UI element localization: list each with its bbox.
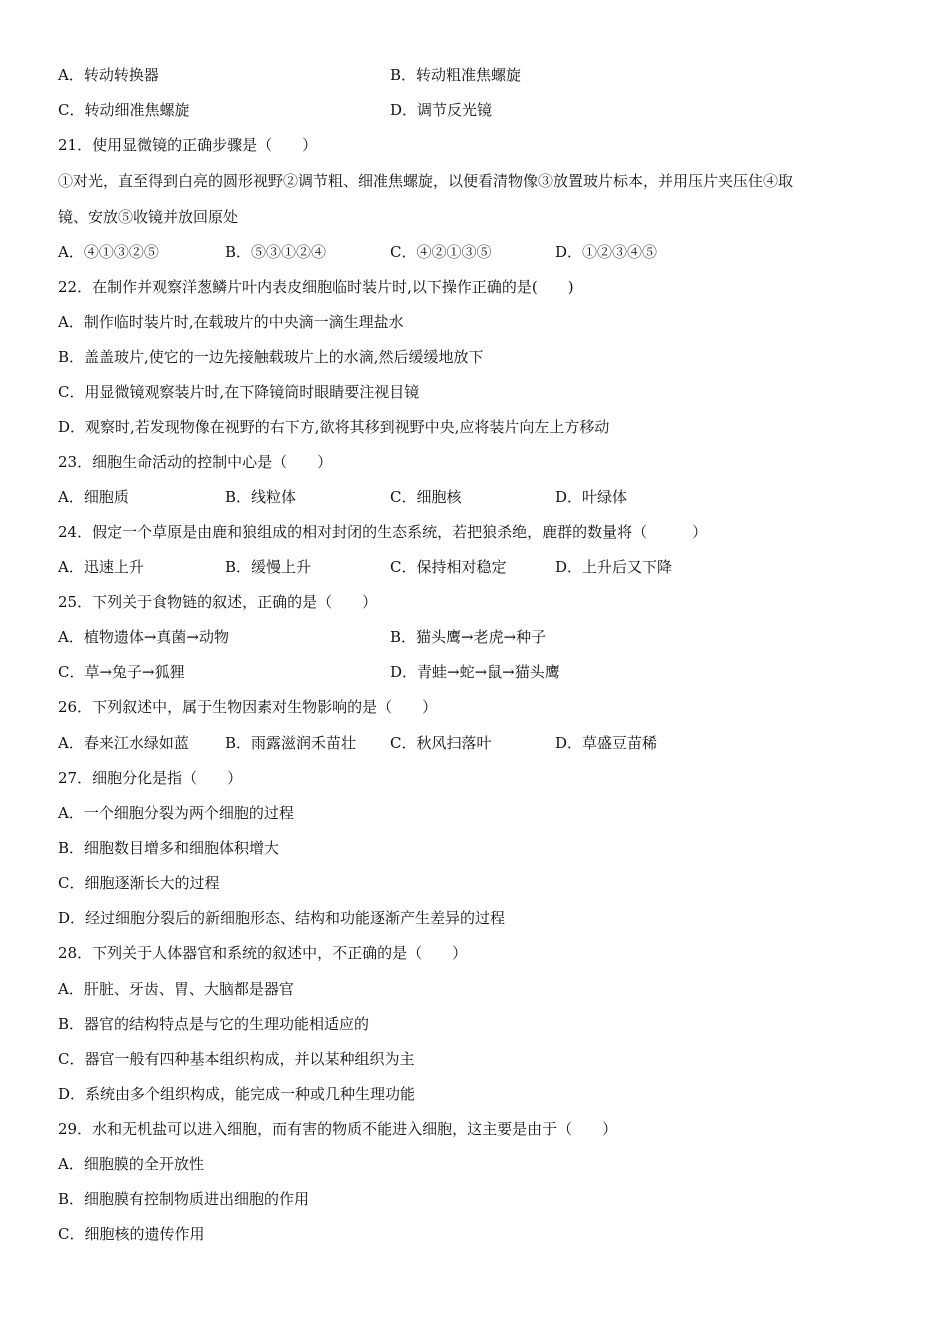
q27-option-a: A．一个细胞分裂为两个细胞的过程 bbox=[58, 804, 294, 822]
q21-option-b: B．⑤③①②④ bbox=[225, 243, 327, 261]
q28-stem: 28．下列关于人体器官和系统的叙述中，不正确的是（ ） bbox=[58, 944, 468, 962]
q24-option-d: D．上升后又下降 bbox=[555, 558, 673, 576]
q20-option-b: B．转动粗准焦螺旋 bbox=[390, 66, 522, 84]
q26-option-a: A．春来江水绿如蓝 bbox=[58, 734, 189, 752]
q23-option-c: C．细胞核 bbox=[390, 488, 462, 506]
q29-option-c: C．细胞核的遗传作用 bbox=[58, 1225, 205, 1243]
q21-option-c: C．④②①③⑤ bbox=[390, 243, 492, 261]
q23-stem: 23．细胞生命活动的控制中心是（ ） bbox=[58, 453, 333, 471]
q25-option-a: A．植物遗体→真菌→动物 bbox=[58, 628, 229, 646]
q26-stem: 26．下列叙述中，属于生物因素对生物影响的是（ ） bbox=[58, 698, 438, 716]
q21-stem: 21．使用显微镜的正确步骤是（ ） bbox=[58, 136, 318, 154]
q20-option-c: C．转动细准焦螺旋 bbox=[58, 101, 190, 119]
q25-stem: 25．下列关于食物链的叙述，正确的是（ ） bbox=[58, 593, 378, 611]
q20-option-a: A．转动转换器 bbox=[58, 66, 159, 84]
q28-option-b: B．器官的结构特点是与它的生理功能相适应的 bbox=[58, 1015, 370, 1033]
q20-option-d: D．调节反光镜 bbox=[390, 101, 493, 119]
q22-option-b: B．盖盖玻片,使它的一边先接触载玻片上的水滴,然后缓缓地放下 bbox=[58, 348, 484, 366]
q25-option-d: D．青蛙→蛇→鼠→猫头鹰 bbox=[390, 663, 560, 681]
q23-option-b: B．线粒体 bbox=[225, 488, 297, 506]
q28-option-d: D．系统由多个组织构成，能完成一种或几种生理功能 bbox=[58, 1085, 416, 1103]
q21-option-d: D．①②③④⑤ bbox=[555, 243, 658, 261]
q22-stem: 22．在制作并观察洋葱鳞片叶内表皮细胞临时装片时,以下操作正确的是( ) bbox=[58, 278, 574, 296]
q29-option-a: A．细胞膜的全开放性 bbox=[58, 1155, 204, 1173]
q26-option-c: C．秋风扫落叶 bbox=[390, 734, 492, 752]
q27-option-d: D．经过细胞分裂后的新细胞形态、结构和功能逐渐产生差异的过程 bbox=[58, 909, 506, 927]
q23-option-a: A．细胞质 bbox=[58, 488, 129, 506]
q27-stem: 27．细胞分化是指（ ） bbox=[58, 769, 243, 787]
q24-option-b: B．缓慢上升 bbox=[225, 558, 312, 576]
q27-option-c: C．细胞逐渐长大的过程 bbox=[58, 874, 220, 892]
q25-option-b: B．猫头鹰→老虎→种子 bbox=[390, 628, 547, 646]
q21-description-line2: 镜、安放⑤收镜并放回原处 bbox=[58, 208, 239, 226]
q29-stem: 29．水和无机盐可以进入细胞，而有害的物质不能进入细胞，这主要是由于（ ） bbox=[58, 1120, 618, 1138]
q24-option-a: A．迅速上升 bbox=[58, 558, 144, 576]
q29-option-b: B．细胞膜有控制物质进出细胞的作用 bbox=[58, 1190, 310, 1208]
q21-option-a: A．④①③②⑤ bbox=[58, 243, 159, 261]
q26-option-b: B．雨露滋润禾苗壮 bbox=[225, 734, 357, 752]
q24-stem: 24．假定一个草原是由鹿和狼组成的相对封闭的生态系统，若把狼杀绝，鹿群的数量将（ ） bbox=[58, 523, 708, 541]
q28-option-c: C．器官一般有四种基本组织构成，并以某种组织为主 bbox=[58, 1050, 415, 1068]
q22-option-a: A．制作临时装片时,在载玻片的中央滴一滴生理盐水 bbox=[58, 313, 404, 331]
q27-option-b: B．细胞数目增多和细胞体积增大 bbox=[58, 839, 280, 857]
q28-option-a: A．肝脏、牙齿、胃、大脑都是器官 bbox=[58, 980, 294, 998]
q23-option-d: D．叶绿体 bbox=[555, 488, 628, 506]
q24-option-c: C．保持相对稳定 bbox=[390, 558, 507, 576]
q25-option-c: C．草→兔子→狐狸 bbox=[58, 663, 185, 681]
q21-description-line1: ①对光，直至得到白亮的圆形视野②调节粗、细准焦螺旋，以便看清物像③放置玻片标本，并用压片夹压住④取 bbox=[58, 172, 794, 190]
q22-option-d: D．观察时,若发现物像在视野的右下方,欲将其移到视野中央,应将装片向左上方移动 bbox=[58, 418, 610, 436]
q26-option-d: D．草盛豆苗稀 bbox=[555, 734, 658, 752]
q22-option-c: C．用显微镜观察装片时,在下降镜筒时眼睛要注视目镜 bbox=[58, 383, 420, 401]
